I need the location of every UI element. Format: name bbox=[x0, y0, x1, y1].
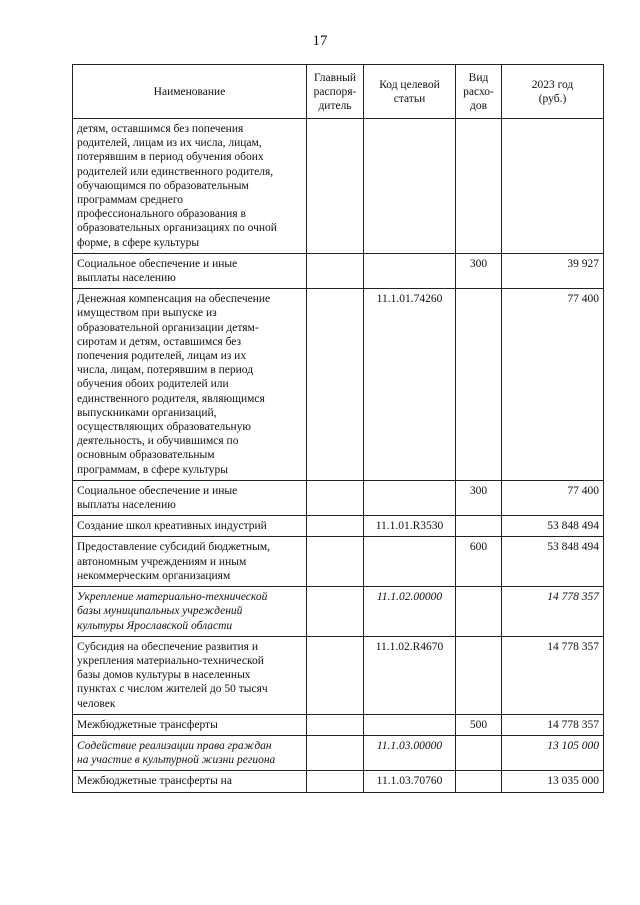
row-name-cell: Социальное обеспечение и иные выплаты населению bbox=[73, 480, 307, 515]
row-main-manager-cell bbox=[307, 735, 364, 770]
header-expense-type: Вид расхо- дов bbox=[456, 65, 502, 119]
row-amount-cell: 77 400 bbox=[502, 480, 604, 515]
table-row bbox=[73, 537, 604, 587]
row-expense-type-cell: 600 bbox=[456, 537, 502, 587]
row-amount-cell: 77 400 bbox=[502, 289, 604, 481]
row-target-code-cell: 11.1.03.00000 bbox=[364, 735, 456, 770]
row-target-code-cell: 11.1.01.74260 bbox=[364, 289, 456, 481]
row-main-manager-cell bbox=[307, 289, 364, 481]
table-row bbox=[73, 253, 604, 288]
row-amount-cell: 13 035 000 bbox=[502, 771, 604, 792]
table-row bbox=[73, 636, 604, 714]
row-target-code-cell bbox=[364, 537, 456, 587]
table-row bbox=[73, 735, 604, 770]
row-expense-type-cell: 300 bbox=[456, 480, 502, 515]
row-main-manager-cell bbox=[307, 537, 364, 587]
row-name-cell: Укрепление материально-технической базы муниципальных учреждений культуры Ярославской области bbox=[73, 587, 307, 637]
table-row bbox=[73, 771, 604, 792]
row-target-code-cell: 11.1.01.R3530 bbox=[364, 516, 456, 537]
row-target-code-cell bbox=[364, 714, 456, 735]
row-expense-type-cell bbox=[456, 636, 502, 714]
table-row bbox=[73, 119, 604, 254]
table-row bbox=[73, 480, 604, 515]
header-main-manager: Главный распоря- дитель bbox=[307, 65, 364, 119]
row-expense-type-cell: 500 bbox=[456, 714, 502, 735]
table-row bbox=[73, 516, 604, 537]
row-main-manager-cell bbox=[307, 253, 364, 288]
row-expense-type-cell bbox=[456, 119, 502, 254]
row-target-code-cell bbox=[364, 253, 456, 288]
row-target-code-cell bbox=[364, 119, 456, 254]
row-main-manager-cell bbox=[307, 480, 364, 515]
table-row bbox=[73, 289, 604, 481]
row-target-code-cell: 11.1.02.00000 bbox=[364, 587, 456, 637]
row-expense-type-cell bbox=[456, 516, 502, 537]
budget-table bbox=[72, 64, 604, 793]
table-row bbox=[73, 714, 604, 735]
header-name: Наименование bbox=[73, 65, 307, 119]
row-name-cell: Предоставление субсидий бюджетным, автономным учреждениям и иным некоммерческим организациям bbox=[73, 537, 307, 587]
row-expense-type-cell bbox=[456, 771, 502, 792]
header-target-code: Код целевой статьи bbox=[364, 65, 456, 119]
row-name-cell: Содействие реализации права граждан на участие в культурной жизни региона bbox=[73, 735, 307, 770]
row-target-code-cell bbox=[364, 480, 456, 515]
row-expense-type-cell bbox=[456, 735, 502, 770]
table-header-row bbox=[73, 65, 604, 119]
row-expense-type-cell: 300 bbox=[456, 253, 502, 288]
row-main-manager-cell bbox=[307, 636, 364, 714]
row-amount-cell bbox=[502, 119, 604, 254]
row-amount-cell: 53 848 494 bbox=[502, 516, 604, 537]
row-target-code-cell: 11.1.02.R4670 bbox=[364, 636, 456, 714]
row-main-manager-cell bbox=[307, 516, 364, 537]
row-name-cell: Субсидия на обеспечение развития и укрепления материально-технической базы домов культуры в населенных пунктах с числом жителей до 50 тысяч человек bbox=[73, 636, 307, 714]
row-amount-cell: 39 927 bbox=[502, 253, 604, 288]
row-name-cell: Денежная компенсация на обеспечение имуществом при выпуске из образовательной организации детям- сиротам и детям, оставшимся без попечения родителей, лицам из их числа, лицам, потерявшим в период обучения обоих родителей или единственного родителя, являющимся выпускниками организаций, осуществляющих образовательную деятельность, и обучившимся по основным образовательным программам, в сфере культуры bbox=[73, 289, 307, 481]
row-amount-cell: 53 848 494 bbox=[502, 537, 604, 587]
row-amount-cell: 14 778 357 bbox=[502, 587, 604, 637]
row-name-cell: Межбюджетные трансферты bbox=[73, 714, 307, 735]
row-main-manager-cell bbox=[307, 119, 364, 254]
row-expense-type-cell bbox=[456, 289, 502, 481]
row-name-cell: Создание школ креативных индустрий bbox=[73, 516, 307, 537]
row-main-manager-cell bbox=[307, 771, 364, 792]
table-row bbox=[73, 587, 604, 637]
header-amount: 2023 год (руб.) bbox=[502, 65, 604, 119]
row-amount-cell: 14 778 357 bbox=[502, 714, 604, 735]
row-target-code-cell: 11.1.03.70760 bbox=[364, 771, 456, 792]
row-main-manager-cell bbox=[307, 587, 364, 637]
row-amount-cell: 14 778 357 bbox=[502, 636, 604, 714]
row-name-cell: Социальное обеспечение и иные выплаты населению bbox=[73, 253, 307, 288]
page-number: 17 bbox=[312, 33, 328, 49]
row-expense-type-cell bbox=[456, 587, 502, 637]
row-name-cell: детям, оставшимся без попечения родителей, лицам из их числа, лицам, потерявшим в период обучения обоих родителей или единственного родителя, обучающимся по образовательным программам среднего профессионального образования в образовательных организациях по очной форме, в сфере культуры bbox=[73, 119, 307, 254]
row-name-cell: Межбюджетные трансферты на bbox=[73, 771, 307, 792]
row-main-manager-cell bbox=[307, 714, 364, 735]
row-amount-cell: 13 105 000 bbox=[502, 735, 604, 770]
